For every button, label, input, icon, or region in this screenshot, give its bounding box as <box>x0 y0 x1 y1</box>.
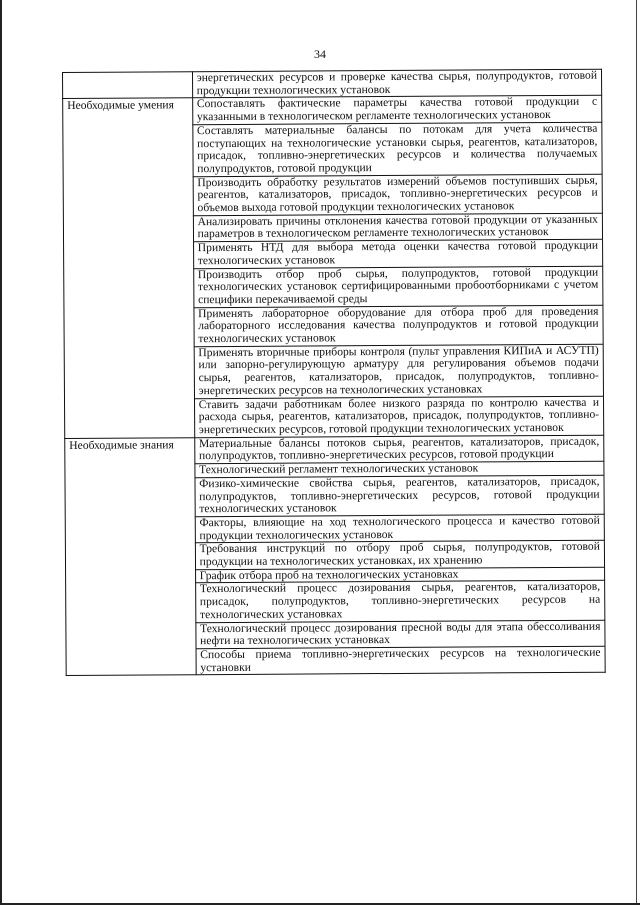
section-label: Необходимые знания <box>69 438 174 452</box>
content-cell <box>195 541 604 570</box>
section-label: Необходимые умения <box>67 98 174 113</box>
section-label-cell <box>65 437 196 675</box>
scan-edge-right <box>636 0 637 905</box>
knowledge-item: Способы приема топливно-энергетических ресурсов на технологические установки <box>200 645 601 674</box>
content-cell <box>195 581 605 623</box>
knowledge-item: Технологический регламент технологических установок <box>199 461 479 477</box>
content-cell <box>194 344 604 398</box>
content-cell <box>193 213 602 242</box>
content-cell <box>192 122 602 176</box>
content-cell <box>192 96 601 125</box>
section-label-cell <box>63 98 195 438</box>
page-number: 34 <box>314 47 326 61</box>
scan-edge-left <box>0 0 2 905</box>
skill-item: Сопоставлять фактические параметры качества готовой продукции с указанными в технологическом регламенте технологических установок <box>196 95 598 124</box>
skill-item: Анализировать причины отклонения качества готовой продукции от указанных параметров в технологическом регламенте технологических установок <box>197 212 598 241</box>
skill-item: Составлять материальные балансы по потокам для учета количества поступающих на технологические установки сырья, реагентов, катализаторов, присадок, топливно-энергетических ресурсов и количества получаемых полупродуктов, готовой продукции <box>196 121 598 176</box>
content-cell <box>195 475 605 517</box>
knowledge-item: Технологический процесс дозирования пресной воды для этапа обессоливания нефти на технологических установках <box>200 619 601 648</box>
knowledge-item: График отбора проб на технологических установках <box>199 567 459 582</box>
skill-item: Ставить задачи работникам более низкого разряда по контролю качества и расхода сырья, реагентов, катализаторов, присадок, полупродуктов, топливно-энергетических ресурсов, готовой продукции технологических установок <box>198 395 600 437</box>
skill-item: Применять НТД для выбора метода оценки качества готовой продукции технологических установок <box>197 238 599 268</box>
competency-table <box>62 69 606 677</box>
skill-item: Производить отбор проб сырья, полупродуктов, готовой продукции технологических установок сертифицированными пробоотборниками с учетом специфики перекачиваемой среды <box>197 265 599 307</box>
knowledge-item: Материальные балансы потоков сырья, реагентов, катализаторов, присадок, полупродуктов, топливно-энергетических ресурсов, готовой продукции <box>198 434 600 463</box>
content-cell <box>196 620 605 649</box>
table-row <box>65 435 604 465</box>
label-cell <box>63 72 193 99</box>
continued-text: энергетических ресурсов и проверке качества сырья, полупродуктов, готовой продукции технологических установок <box>196 68 598 97</box>
content-cell <box>192 69 601 98</box>
knowledge-item: Факторы, влияющие на ход технологического процесса и качество готовой продукции технологических установок <box>199 513 600 542</box>
content-cell <box>194 396 604 438</box>
skill-item: Применять лабораторное оборудование для отбора проб для проведения лабораторного исследования качества полупродуктов и готовой продукции технологических установок <box>198 304 599 346</box>
content-cell <box>193 266 603 308</box>
knowledge-item: Физико-химические свойства сырья, реагентов, катализаторов, присадок, полупродуктов, топливно-энергетических ресурсов, готовой продукции технологических установок <box>199 474 600 516</box>
table-row <box>63 69 602 99</box>
knowledge-item: Требования инструкций по отбору проб сырья, полупродуктов, готовой продукции на технологических установках, их хранению <box>199 540 600 569</box>
content-cell <box>194 305 604 347</box>
content-cell <box>194 435 603 464</box>
content-cell <box>193 239 602 268</box>
skill-item: Применять вторичные приборы контроля (пульт управления КИПиА и АСУТП) или запорно-регулирующую арматуру для регулирования объемов подачи сырья, реагентов, катализаторов, присадок, полупродуктов, топливно-энергетических ресурсов на технологических установках <box>198 343 599 398</box>
table-row <box>63 96 602 126</box>
content-cell <box>193 174 603 216</box>
knowledge-item: Технологический процесс дозирования сырья, реагентов, катализаторов, присадок, полупродуктов, топливно-энергетических ресурсов на технологических установках <box>199 580 601 621</box>
content-cell <box>195 514 604 543</box>
content-cell <box>196 646 605 675</box>
skill-item: Производить обработку результатов измерений объемов поступивших сырья, реагентов, катализаторов, присадок, топливно-энергетических ресурсов и объемов выхода готовой продукции технологических установок <box>197 173 598 215</box>
